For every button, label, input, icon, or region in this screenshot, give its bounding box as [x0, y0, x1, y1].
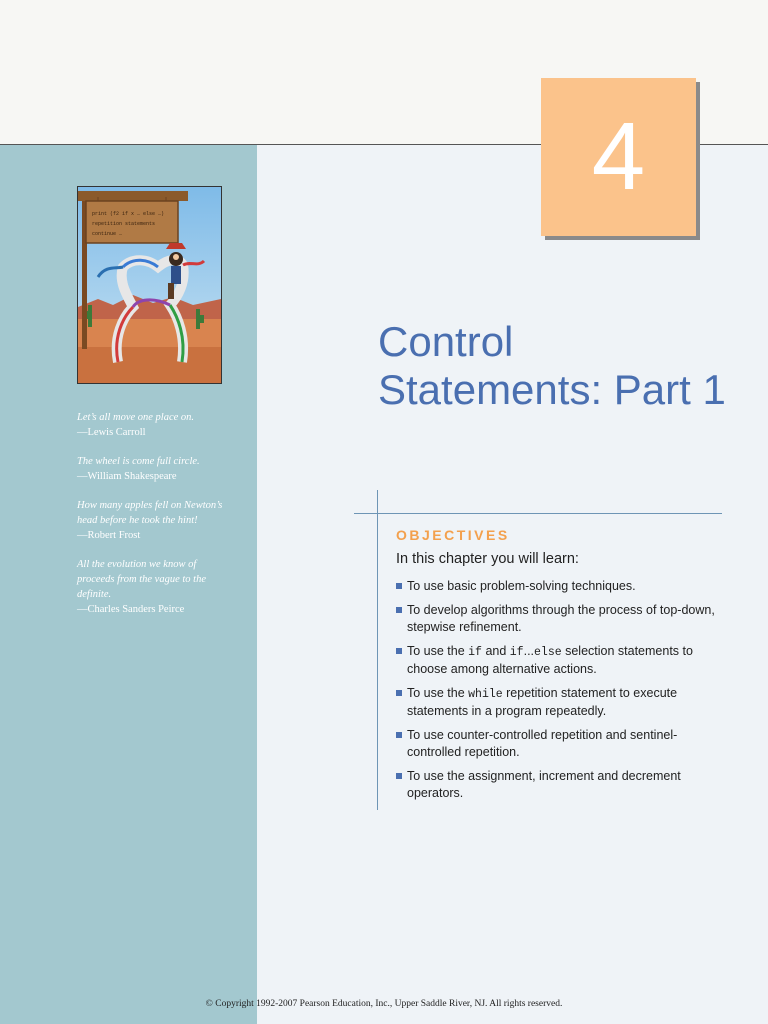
square-bullet-icon [396, 732, 402, 738]
objectives-list [396, 578, 726, 809]
quote-text: All the evolution we know of proceeds from the vague to the definite. [77, 559, 206, 600]
objective-item [396, 768, 726, 802]
objective-item [396, 685, 726, 720]
objectives-horizontal-rule [354, 513, 722, 514]
code-keyword: if [468, 646, 482, 659]
cowboy-on-horse-illustration [78, 187, 221, 383]
objective-text: To develop algorithms through the process of top-down, stepwise refinement. [407, 603, 715, 634]
objective-text: To use the assignment, increment and decrement operators. [407, 769, 681, 800]
sign-line-1: print (f2 if x … else …) [92, 211, 165, 217]
objective-text: To use counter-controlled repetition and sentinel-controlled repetition. [407, 728, 678, 759]
objectives-heading: OBJECTIVES [396, 527, 510, 543]
objective-text: ... [523, 644, 535, 658]
objective-item [396, 578, 726, 595]
code-keyword: while [468, 688, 503, 701]
objective-item [396, 602, 726, 636]
code-keyword: else [534, 646, 562, 659]
quote-author: —Robert Frost [77, 530, 141, 541]
objectives-intro: In this chapter you will learn: [396, 551, 579, 567]
square-bullet-icon [396, 690, 402, 696]
chapter-number-box [541, 78, 696, 236]
quote [77, 557, 227, 617]
quote [77, 410, 227, 440]
quote [77, 454, 227, 484]
quote-author: —William Shakespeare [77, 471, 177, 482]
objective-text: To use basic problem-solving techniques. [407, 579, 636, 593]
quote-author: —Lewis Carroll [77, 427, 146, 438]
epigraph-quotes [77, 410, 227, 631]
objective-item [396, 727, 726, 761]
quote-text: The wheel is come full circle. [77, 456, 200, 467]
sign-line-3: continue … [92, 231, 123, 237]
quote-author: —Charles Sanders Peirce [77, 604, 185, 615]
sign-line-2: repetition statements [92, 221, 156, 227]
quote [77, 498, 227, 543]
chapter-number: 4 [591, 103, 646, 210]
objective-text: repetition statement to execute statements in a program repeatedly. [407, 686, 678, 718]
objectives-vertical-rule [377, 490, 378, 810]
square-bullet-icon [396, 583, 402, 589]
quote-text: How many apples fell on Newton’s head before he took the hint! [77, 500, 223, 526]
chapter-title-line-1: Control [378, 318, 514, 365]
objective-item [396, 643, 726, 678]
copyright-notice: © Copyright 1992-2007 Pearson Education, Inc., Upper Saddle River, NJ. All rights reserved. [205, 999, 563, 1009]
square-bullet-icon [396, 607, 402, 613]
chapter-title-line-2: Statements: Part 1 [378, 366, 726, 413]
chapter-title [378, 318, 758, 414]
objective-text: selection statements to choose among alternative actions. [407, 644, 693, 676]
chapter-illustration [77, 186, 222, 384]
objective-text: To use the [407, 644, 469, 658]
objective-text: and [481, 644, 510, 658]
code-keyword: if [509, 646, 524, 659]
quote-text: Let’s all move one place on. [77, 412, 195, 423]
square-bullet-icon [396, 773, 402, 779]
objective-text: To use the [407, 686, 469, 700]
square-bullet-icon [396, 648, 402, 654]
